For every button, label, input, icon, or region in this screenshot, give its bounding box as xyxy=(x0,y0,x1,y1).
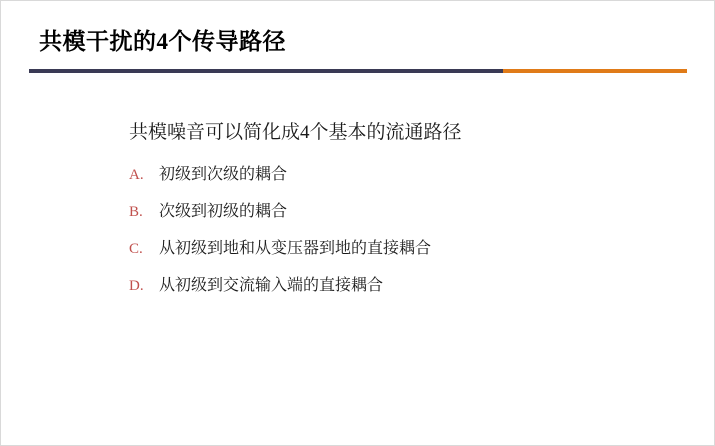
title-divider xyxy=(29,69,687,73)
list-item-label: 从初级到交流输入端的直接耦合 xyxy=(159,277,384,294)
list-item-marker: A. xyxy=(129,167,144,183)
list-item xyxy=(129,235,674,258)
list-item xyxy=(129,272,674,295)
list-item-marker: C. xyxy=(129,241,143,257)
path-list xyxy=(129,161,674,295)
list-item-label: 次级到初级的耦合 xyxy=(159,203,288,220)
title-divider-left-segment xyxy=(29,69,503,73)
list-item-label: 初级到次级的耦合 xyxy=(159,166,288,183)
list-item-label: 从初级到地和从变压器到地的直接耦合 xyxy=(159,240,432,257)
list-item xyxy=(129,161,674,184)
list-item-marker: D. xyxy=(129,278,144,294)
page-title: 共模干扰的4个传导路径 xyxy=(39,29,286,54)
title-divider-right-segment xyxy=(503,69,687,73)
slide-body xyxy=(129,119,674,309)
list-item-marker: B. xyxy=(129,204,143,220)
list-item xyxy=(129,198,674,221)
lead-paragraph: 共模噪音可以简化成4个基本的流通路径 xyxy=(129,122,462,143)
